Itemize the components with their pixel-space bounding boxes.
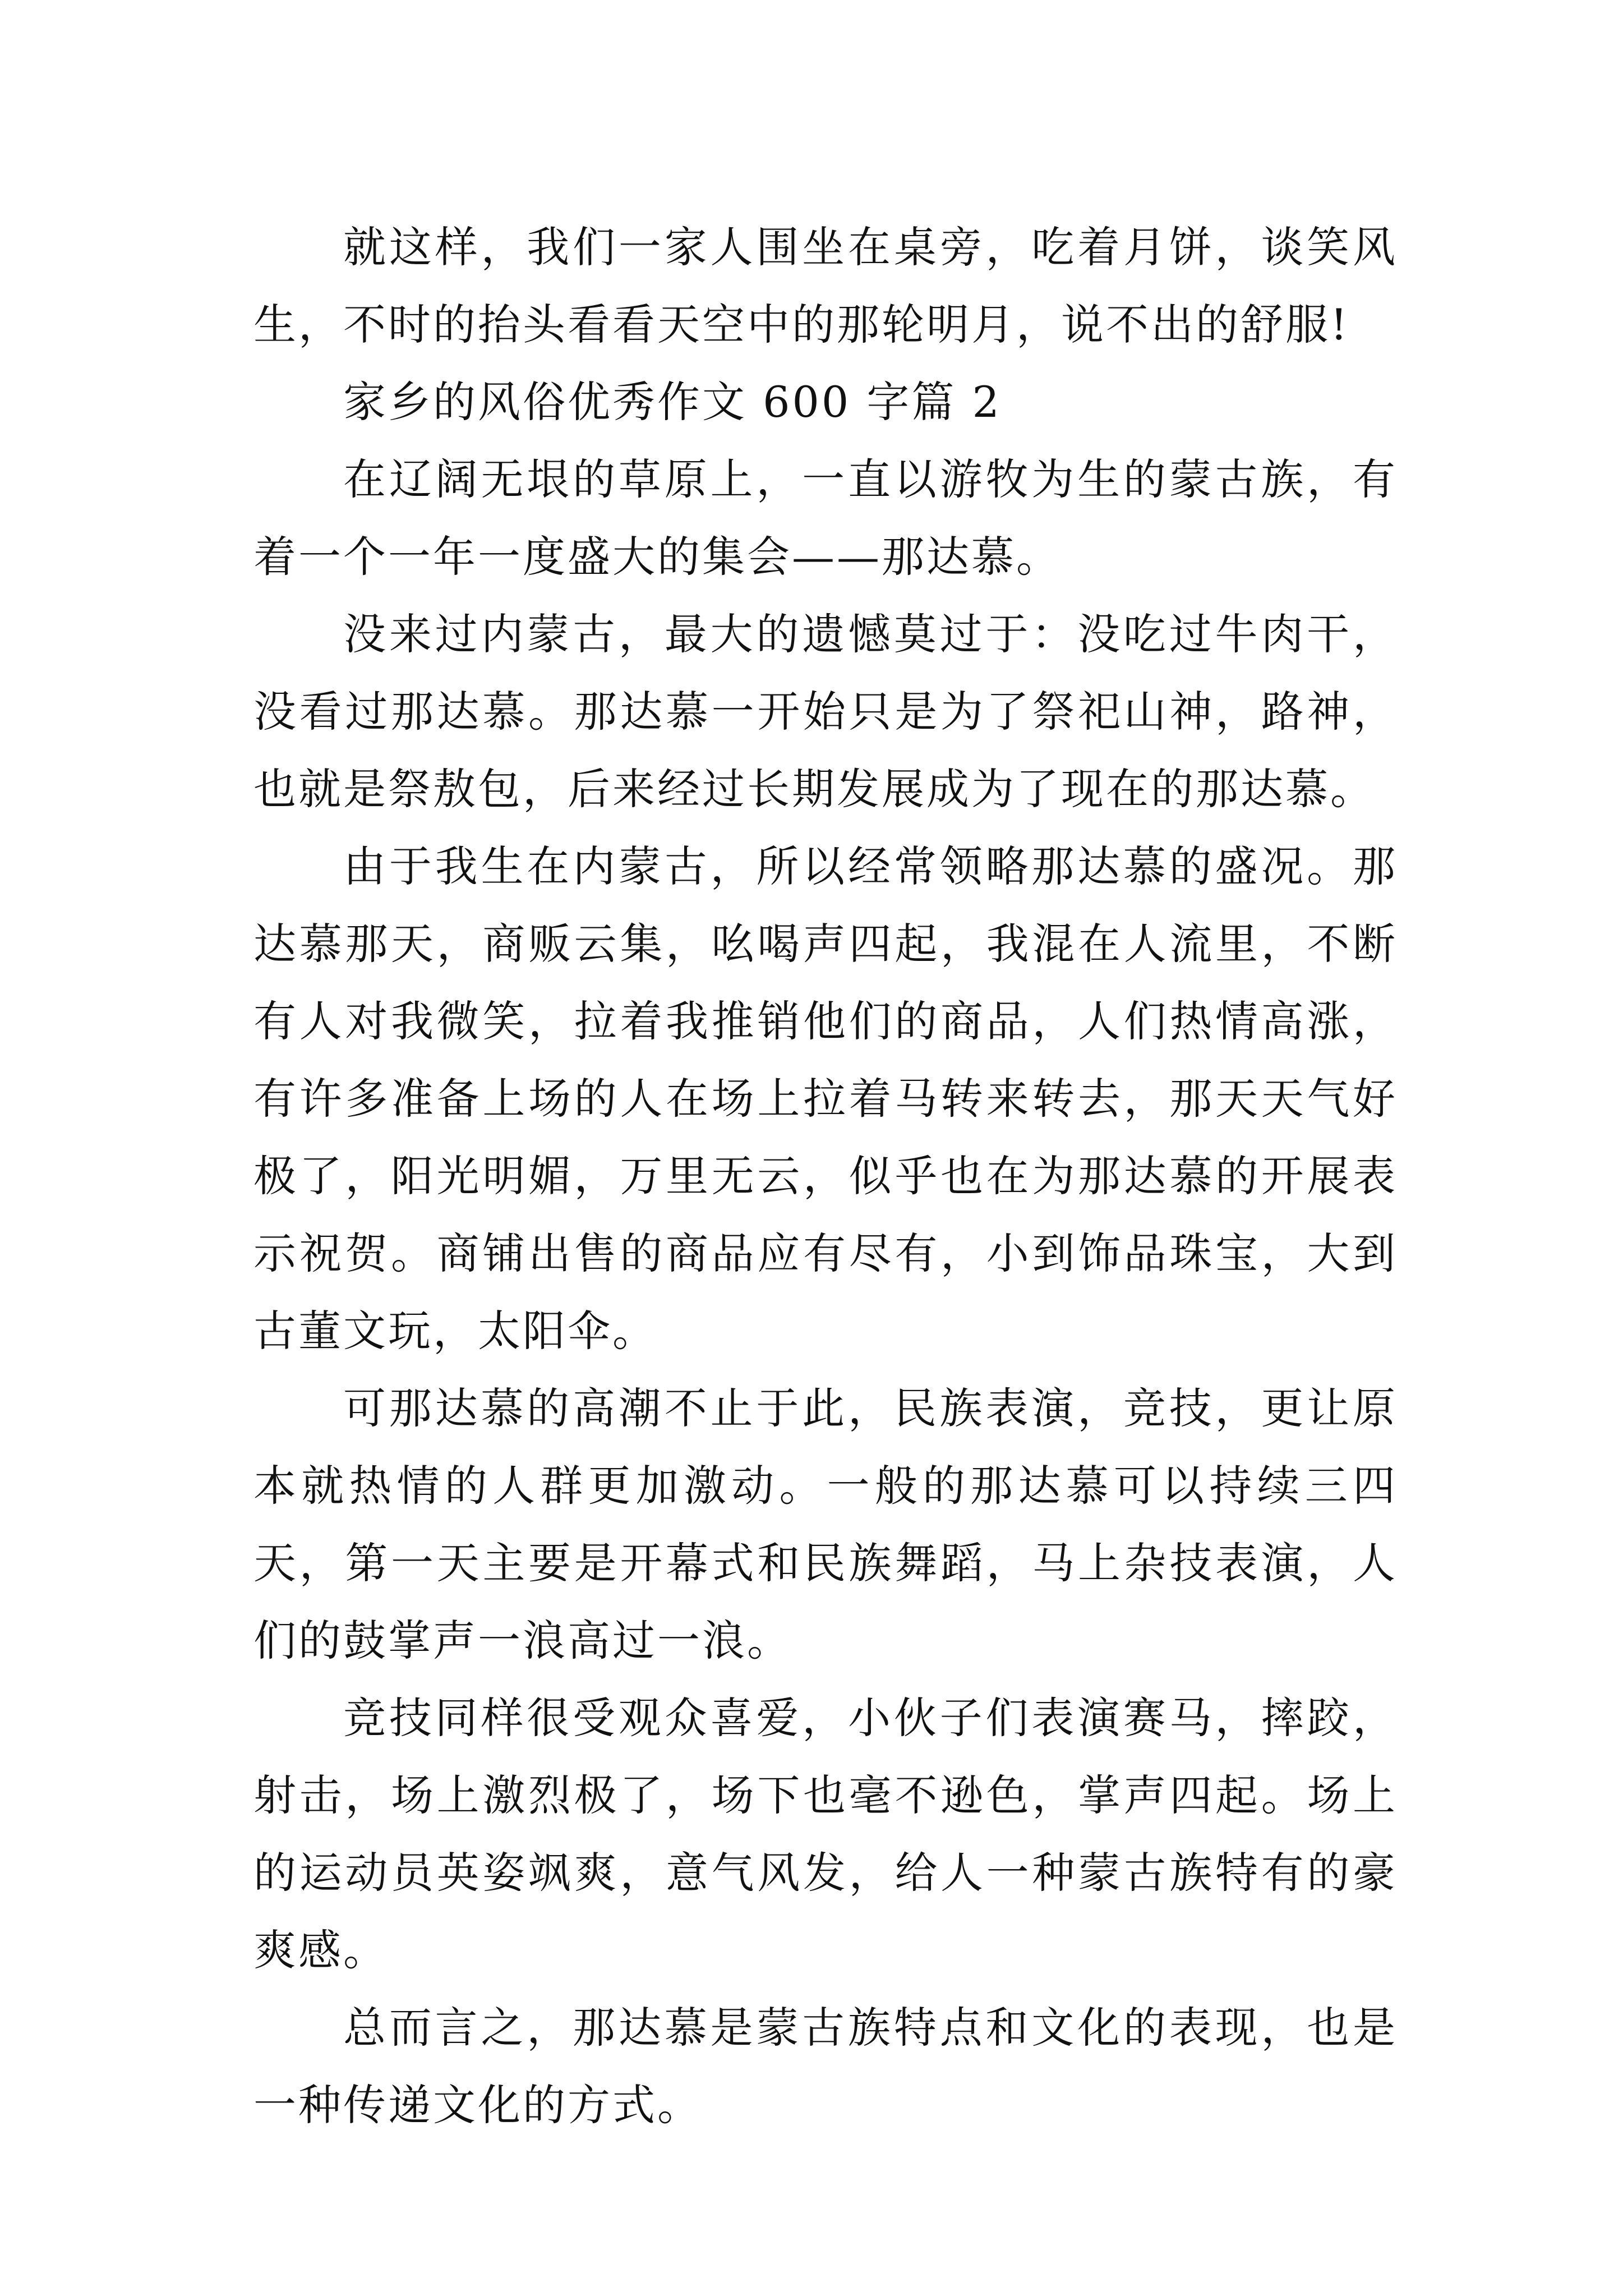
article-heading: 家乡的风俗优秀作文 600 字篇 2 <box>343 377 1002 427</box>
article-body <box>253 209 1398 2144</box>
paragraph-scene: 由于我生在内蒙古，所以经常领略那达慕的盛况。那达慕那天，商贩云集，吆喝声四起，我混在人流里，不断有人对我微笑，拉着我推销他们的商品，人们热情高涨，有许多准备上场的人在场上拉着马转来转去，那天天气好极了，阳光明媚，万里无云，似乎也在为那达慕的开展表示祝贺。商铺出售的商品应有尽有，小到饰品珠宝，大到古董文玩，太阳伞。 <box>253 841 1398 1356</box>
paragraph-mid-autumn-closing: 就这样，我们一家人围坐在桌旁，吃着月饼，谈笑风生，不时的抬头看看天空中的那轮明月，说不出的舒服! <box>253 222 1398 349</box>
paragraph-intro: 在辽阔无垠的草原上，一直以游牧为生的蒙古族，有着一个一年一度盛大的集会——那达慕。 <box>253 454 1398 582</box>
paragraph-climax: 可那达慕的高潮不止于此，民族表演，竞技，更让原本就热情的人群更加激动。一般的那达慕可以持续三四天，第一天主要是开幕式和民族舞蹈，马上杂技表演，人们的鼓掌声一浪高过一浪。 <box>253 1383 1398 1665</box>
paragraph-conclusion: 总而言之，那达慕是蒙古族特点和文化的表现，也是一种传递文化的方式。 <box>253 2003 1398 2130</box>
paragraph-regret: 没来过内蒙古，最大的遗憾莫过于：没吃过牛肉干，没看过那达慕。那达慕一开始只是为了祭祀山神，路神，也就是祭敖包，后来经过长期发展成为了现在的那达慕。 <box>253 609 1398 814</box>
paragraph-competition: 竞技同样很受观众喜爱，小伙子们表演赛马，摔跤，射击，场上激烈极了，场下也毫不逊色，掌声四起。场上的运动员英姿飒爽，意气风发，给人一种蒙古族特有的豪爽感。 <box>253 1693 1398 1975</box>
